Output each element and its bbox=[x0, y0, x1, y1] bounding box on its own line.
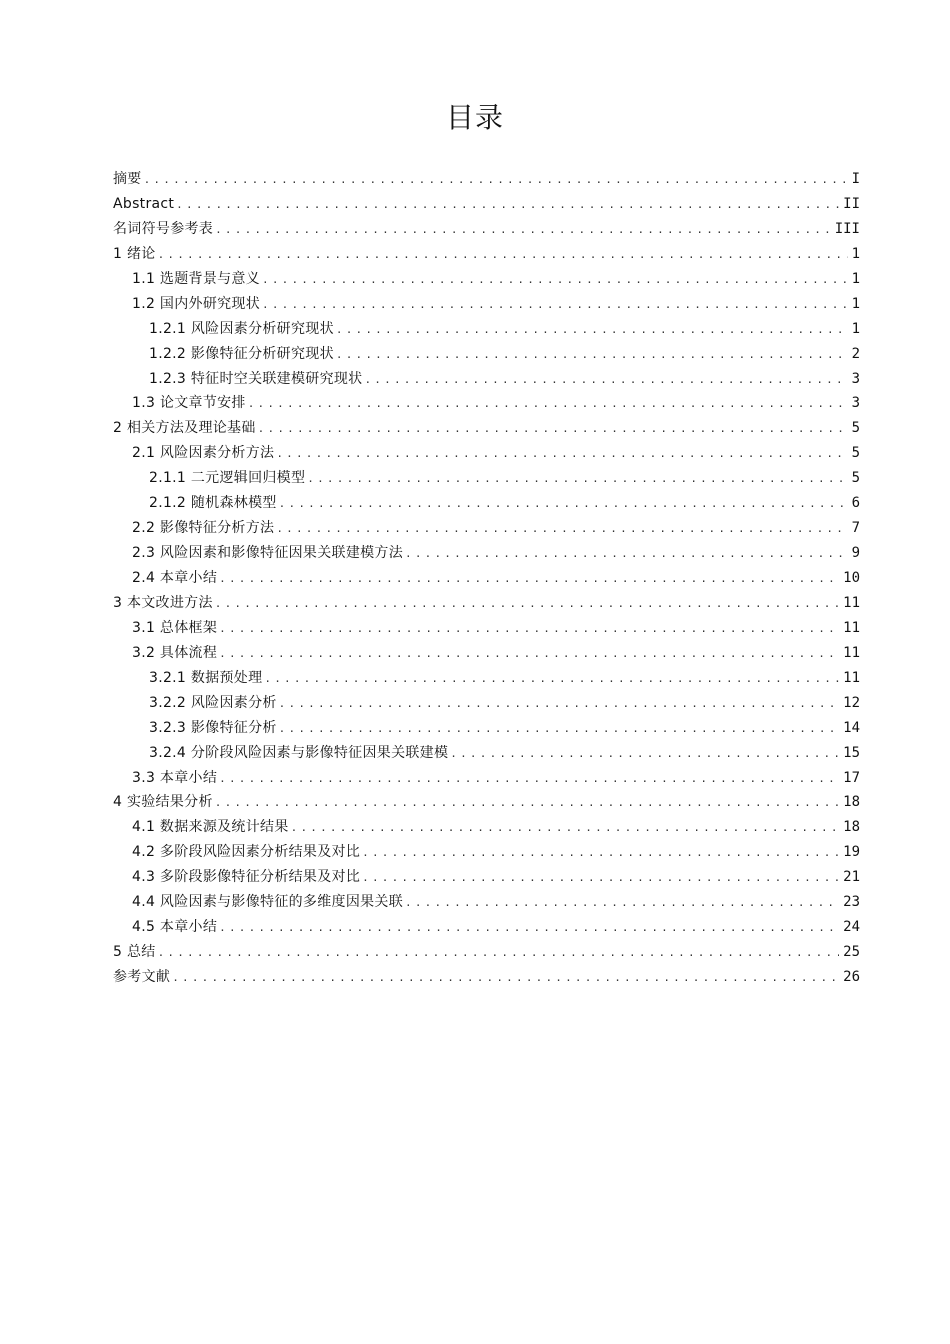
toc-entry-page-number: 23 bbox=[843, 894, 860, 911]
dot-leader bbox=[258, 417, 848, 441]
toc-entry-label: 1.2 国内外研究现状 bbox=[132, 295, 261, 312]
toc-entry-page-number: 18 bbox=[843, 819, 860, 836]
toc-entry[interactable] bbox=[113, 416, 860, 441]
toc-entry[interactable] bbox=[113, 466, 860, 491]
toc-entry-label: 3.1 总体框架 bbox=[132, 619, 218, 636]
toc-entry-page-number: 11 bbox=[843, 644, 860, 661]
toc-entry[interactable] bbox=[113, 865, 860, 890]
toc-entry-page-number: 24 bbox=[843, 919, 860, 936]
toc-entry-page-number: 3 bbox=[851, 370, 860, 387]
toc-entry-page-number: III bbox=[834, 220, 860, 237]
toc-entry-page-number: 17 bbox=[843, 769, 860, 786]
toc-entry-page-number: 12 bbox=[843, 694, 860, 711]
dot-leader bbox=[219, 642, 839, 666]
toc-entry-label: 3.2.1 数据预处理 bbox=[149, 669, 263, 686]
toc-entry-page-number: 3 bbox=[851, 395, 860, 412]
toc-entry-label: 3.2.3 影像特征分析 bbox=[149, 719, 277, 736]
dot-leader bbox=[172, 966, 839, 990]
toc-entry-label: 2 相关方法及理论基础 bbox=[113, 420, 256, 437]
dot-leader bbox=[215, 592, 839, 616]
toc-entry[interactable] bbox=[113, 167, 860, 192]
dot-leader bbox=[248, 392, 848, 416]
dot-leader bbox=[279, 692, 839, 716]
dot-leader bbox=[262, 268, 848, 292]
toc-entry[interactable] bbox=[113, 666, 860, 691]
toc-entry[interactable] bbox=[113, 890, 860, 915]
toc-entry-label: 4.2 多阶段风险因素分析结果及对比 bbox=[132, 844, 361, 861]
dot-leader bbox=[450, 742, 839, 766]
toc-entry[interactable] bbox=[113, 840, 860, 865]
dot-leader bbox=[362, 866, 839, 890]
toc-entry-label: 2.2 影像特征分析方法 bbox=[132, 520, 275, 537]
toc-entry-label: 1.2.2 影像特征分析研究现状 bbox=[149, 345, 334, 362]
toc-entry-page-number: 14 bbox=[843, 719, 860, 736]
toc-entry-label: 5 总结 bbox=[113, 944, 156, 961]
toc-entry-page-number: 5 bbox=[851, 470, 860, 487]
toc-entry-label: 1.1 选题背景与意义 bbox=[132, 270, 261, 287]
toc-entry[interactable] bbox=[113, 766, 860, 791]
toc-entry[interactable] bbox=[113, 516, 860, 541]
dot-leader bbox=[219, 767, 839, 791]
toc-entry-page-number: 21 bbox=[843, 869, 860, 886]
toc-entry-page-number: 11 bbox=[843, 594, 860, 611]
toc-entry-label: 4.1 数据来源及统计结果 bbox=[132, 819, 289, 836]
toc-entry[interactable] bbox=[113, 391, 860, 416]
toc-entry[interactable] bbox=[113, 815, 860, 840]
toc-entry[interactable] bbox=[113, 965, 860, 990]
toc-entry[interactable] bbox=[113, 192, 860, 217]
toc-entry-label: 名词符号参考表 bbox=[113, 220, 214, 237]
toc-entry-label: 2.1.1 二元逻辑回归模型 bbox=[149, 470, 306, 487]
toc-entry-page-number: 25 bbox=[843, 944, 860, 961]
toc-entry[interactable] bbox=[113, 441, 860, 466]
toc-entry-page-number: 10 bbox=[843, 570, 860, 586]
dot-leader bbox=[276, 442, 847, 466]
dot-leader bbox=[158, 243, 848, 267]
dot-leader bbox=[144, 168, 848, 192]
toc-entry-page-number: 9 bbox=[851, 545, 860, 562]
toc-entry[interactable] bbox=[113, 641, 860, 666]
toc-entry-label: 1.2.1 风险因素分析研究现状 bbox=[149, 320, 334, 337]
toc-entry-label: 4.4 风险因素与影像特征的多维度因果关联 bbox=[132, 894, 404, 911]
toc-entry-label: 2.1 风险因素分析方法 bbox=[132, 445, 275, 462]
toc-entry[interactable] bbox=[113, 317, 860, 342]
dot-leader bbox=[215, 218, 831, 242]
toc-entry[interactable] bbox=[113, 716, 860, 741]
toc-entry-label: 1.3 论文章节安排 bbox=[132, 395, 246, 412]
dot-leader bbox=[262, 293, 848, 317]
toc-entry-page-number: 19 bbox=[843, 844, 860, 861]
toc-entry[interactable] bbox=[113, 616, 860, 641]
dot-leader bbox=[219, 617, 839, 641]
toc-entry[interactable] bbox=[113, 267, 860, 292]
dot-leader bbox=[405, 891, 839, 915]
toc-entry-label: 2.3 风险因素和影像特征因果关联建模方法 bbox=[132, 545, 404, 562]
toc-entry-page-number: 1 bbox=[851, 295, 860, 312]
toc-entry[interactable] bbox=[113, 591, 860, 616]
dot-leader bbox=[279, 717, 839, 741]
toc-entry[interactable] bbox=[113, 541, 860, 566]
toc-entry-page-number: 5 bbox=[851, 420, 860, 437]
dot-leader bbox=[219, 916, 839, 940]
dot-leader bbox=[291, 816, 840, 840]
toc-entry-page-number: 1 bbox=[851, 320, 860, 337]
dot-leader bbox=[279, 492, 848, 516]
toc-entry[interactable] bbox=[113, 691, 860, 716]
toc-entry-label: 3 本文改进方法 bbox=[113, 594, 213, 611]
page-title: 目录 bbox=[445, 101, 504, 134]
toc-entry-page-number: 11 bbox=[843, 669, 860, 686]
dot-leader bbox=[264, 667, 839, 691]
toc-entry-page-number: 1 bbox=[851, 270, 860, 287]
toc-entry-page-number: 26 bbox=[843, 969, 860, 985]
toc-entry-page-number: 2 bbox=[851, 345, 860, 362]
dot-leader bbox=[219, 567, 839, 591]
toc-entry-label: 1.2.3 特征时空关联建模研究现状 bbox=[149, 370, 363, 387]
dot-leader bbox=[176, 193, 839, 217]
toc-entry-label: Abstract bbox=[113, 195, 175, 212]
dot-leader bbox=[364, 368, 847, 392]
toc-entry-page-number: 7 bbox=[851, 520, 860, 537]
toc-entry-label: 3.2.4 分阶段风险因素与影像特征因果关联建模 bbox=[149, 744, 449, 761]
toc-entry-page-number: 1 bbox=[851, 245, 860, 262]
toc-entry-page-number: 5 bbox=[851, 445, 860, 462]
toc-entry-page-number: 18 bbox=[843, 794, 860, 811]
toc-entry-page-number: II bbox=[843, 195, 860, 212]
dot-leader bbox=[362, 841, 839, 865]
toc-entry[interactable] bbox=[113, 491, 860, 516]
toc-entry[interactable] bbox=[113, 242, 860, 267]
toc-entry-page-number: 6 bbox=[851, 495, 860, 512]
toc-entry-page-number: 11 bbox=[843, 619, 860, 636]
toc-entry[interactable] bbox=[113, 940, 860, 965]
dot-leader bbox=[336, 343, 848, 367]
toc-entry-label: 3.2 具体流程 bbox=[132, 644, 218, 661]
toc-entry-label: 4 实验结果分析 bbox=[113, 794, 213, 811]
toc-entry[interactable] bbox=[113, 915, 860, 940]
dot-leader bbox=[307, 467, 847, 491]
toc-entry[interactable] bbox=[113, 566, 860, 591]
toc-entry[interactable] bbox=[113, 741, 860, 766]
toc-entry-label: 3.3 本章小结 bbox=[132, 769, 218, 786]
dot-leader bbox=[405, 542, 848, 566]
toc-entry[interactable] bbox=[113, 217, 860, 242]
toc-entry-page-number: I bbox=[851, 171, 860, 187]
toc-entry-label: 2.4 本章小结 bbox=[132, 570, 218, 586]
toc-entry-label: 摘要 bbox=[113, 171, 142, 187]
toc-entry-page-number: 15 bbox=[843, 744, 860, 761]
dot-leader bbox=[158, 941, 840, 965]
toc-entry[interactable] bbox=[113, 367, 860, 392]
toc-entry[interactable] bbox=[113, 342, 860, 367]
toc-entry-label: 4.5 本章小结 bbox=[132, 919, 218, 936]
toc-entry[interactable] bbox=[113, 790, 860, 815]
toc-entry[interactable] bbox=[113, 292, 860, 317]
dot-leader bbox=[336, 318, 848, 342]
toc-entry-label: 参考文献 bbox=[113, 969, 171, 985]
table-of-contents bbox=[113, 167, 860, 990]
dot-leader bbox=[215, 791, 839, 815]
toc-entry-label: 2.1.2 随机森林模型 bbox=[149, 495, 277, 512]
toc-entry-label: 4.3 多阶段影像特征分析结果及对比 bbox=[132, 869, 361, 886]
toc-entry-label: 3.2.2 风险因素分析 bbox=[149, 694, 277, 711]
dot-leader bbox=[276, 517, 847, 541]
toc-entry-label: 1 绪论 bbox=[113, 245, 156, 262]
